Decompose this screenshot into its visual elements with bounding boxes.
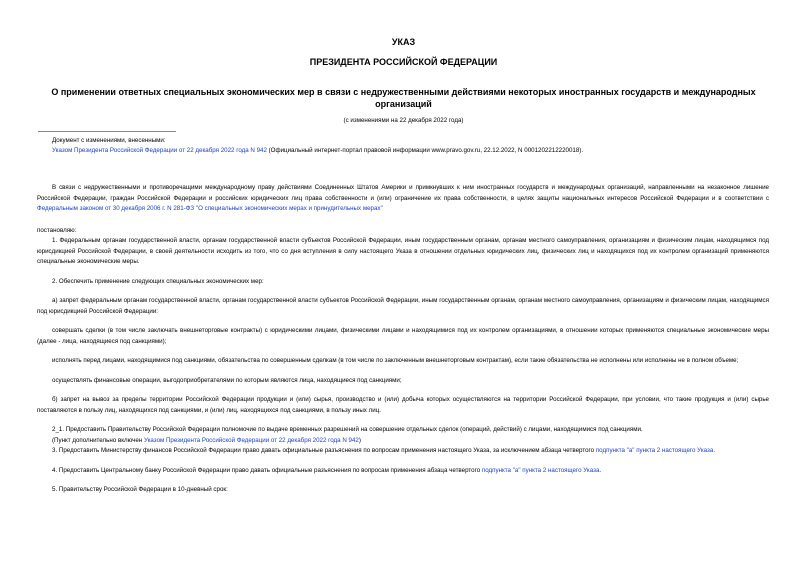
paragraph-2a-item-2: исполнять перед лицами, находящимися под санкциями, обязательства по совершенным сделкам (в том числе по заключенным внешнеторговым контрактам), если такие обязательства не исполнены или исполнены не в полном объеме; [52,357,739,364]
preamble-text: В связи с недружественными и противоречащими международному праву действиями Соединенных Штатов Америки и примкнувших к ним иностранных государств и международных организаций, направленными на незаконное лишение Российской Федерации, граждан Российской Федерации и российских юридических лиц права собственности и (или) ограничение их права собственности, в целях защиты национальных интересов Российской Федерации и в соответствии с [37,184,769,202]
paragraph-2a-item-3: осуществлять финансовые операции, выгодоприобретателями по которым являются лица, находящиеся под санкциями; [52,376,402,384]
paragraph-2-1-note [37,436,769,447]
changes-line [52,146,772,156]
note-text: (Пункт дополнительно включен [52,436,144,444]
changes-source: (Официальный интернет-портал правовой информации www.pravo.gov.ru, 22.12.2022, N 0001202212220018). [266,147,584,154]
preamble-paragraph [37,183,769,215]
changes-block [52,136,772,156]
document-issuer: ПРЕЗИДЕНТА РОССИЙСКОЙ ФЕДЕРАЦИИ [309,57,498,67]
note-end: ) [358,436,361,444]
document-title: О применении ответных специальных экономических мер в связи с недружественными действиями некоторых иностранных государств и международных организаций [51,87,756,109]
paragraph-4-link[interactable]: подпункта "а" пункта 2 настоящего Указа [481,466,600,474]
changes-label: Документ с изменениями, внесенными: [52,137,166,144]
edition-note: (с изменениями на 22 декабря 2022 года) [343,117,464,124]
resolve-word: постановляю: [37,226,77,234]
federal-law-link[interactable]: Федеральным законом от 30 декабря 2006 г. N 281-ФЗ "О специальных экономических мерах и принудительных мерах" [37,205,383,212]
paragraph-2a-item-1: совершать сделки (в том числе заключать внешнеторговые контракты) с юридическими лицами, физическими лицами и находящимися под их контролем организациями, в отношении которых применяются специальные экономические меры (далее - лица, находящиеся под санкциями); [37,327,769,345]
changes-divider [38,131,176,132]
paragraph-4-end: . [599,466,602,474]
note-amendment-link[interactable]: Указом Президента Российской Федерации от 22 декабря 2022 года N 942 [143,436,359,444]
paragraph-3-link[interactable]: подпункта "а" пункта 2 настоящего Указа [595,447,714,454]
paragraph-4-text: 4. Предоставить Центральному банку Российской Федерации право давать официальные разъяснения по вопросам применения абзаца четвертого [52,466,482,474]
paragraph-2: 2. Обеспечить применение следующих специальных экономических мер: [52,277,264,285]
paragraph-5: 5. Правительству Российской Федерации в 10-дневный срок: [52,486,228,493]
document-body [37,183,769,496]
paragraph-2a: а) запрет федеральным органам государственной власти, органам государственной власти субъектов Российской Федерации, иным государственным органам, органам местного самоуправления, организациям и физическим лицам, находящимся под юрисдикцией Российской Федерации: [37,297,769,315]
paragraph-2-1: 2_1. Предоставить Правительству Российской Федерации полномочие по выдаче временных разрешений на совершение отдельных сделок (операций, действий) с лицами, находящимися под санкциями. [52,426,643,433]
document-type: УКАЗ [391,37,416,47]
paragraph-3-end: . [713,447,716,454]
amendment-link[interactable]: Указом Президента Российской Федерации от 22 декабря 2022 года N 942 [52,147,267,154]
paragraph-3 [37,446,769,457]
paragraph-4 [37,466,769,477]
paragraph-1: 1. Федеральным органам государственной власти, органам государственной власти субъектов Российской Федерации, иным государственным органам, органам местного самоуправления, организациям и физическим лицам, находящимся под юрисдикцией Российской Федерации, в своей деятельности исходить из того, что со дня вступления в силу настоящего Указа в отношении отдельных юридических лиц, физических лиц и находящихся под их контролем организаций применяются специальные экономические меры. [37,237,769,265]
paragraph-3-text: 3. Предоставить Министерству финансов Российской Федерации право давать официальные разъяснения по вопросам применения настоящего Указа, за исключением абзаца четвертого [52,447,596,454]
paragraph-2b: б) запрет на вывоз за пределы территории Российской Федерации продукции и (или) сырья, производство и (или) добыча которых осуществляются на территории Российской Федерации, при условии, что такие продукция и (или) сырье поставляются в пользу лиц, находящихся под санкциями, и (или) лиц, находящихся под санкциями, в пользу иных лиц. [37,396,769,414]
